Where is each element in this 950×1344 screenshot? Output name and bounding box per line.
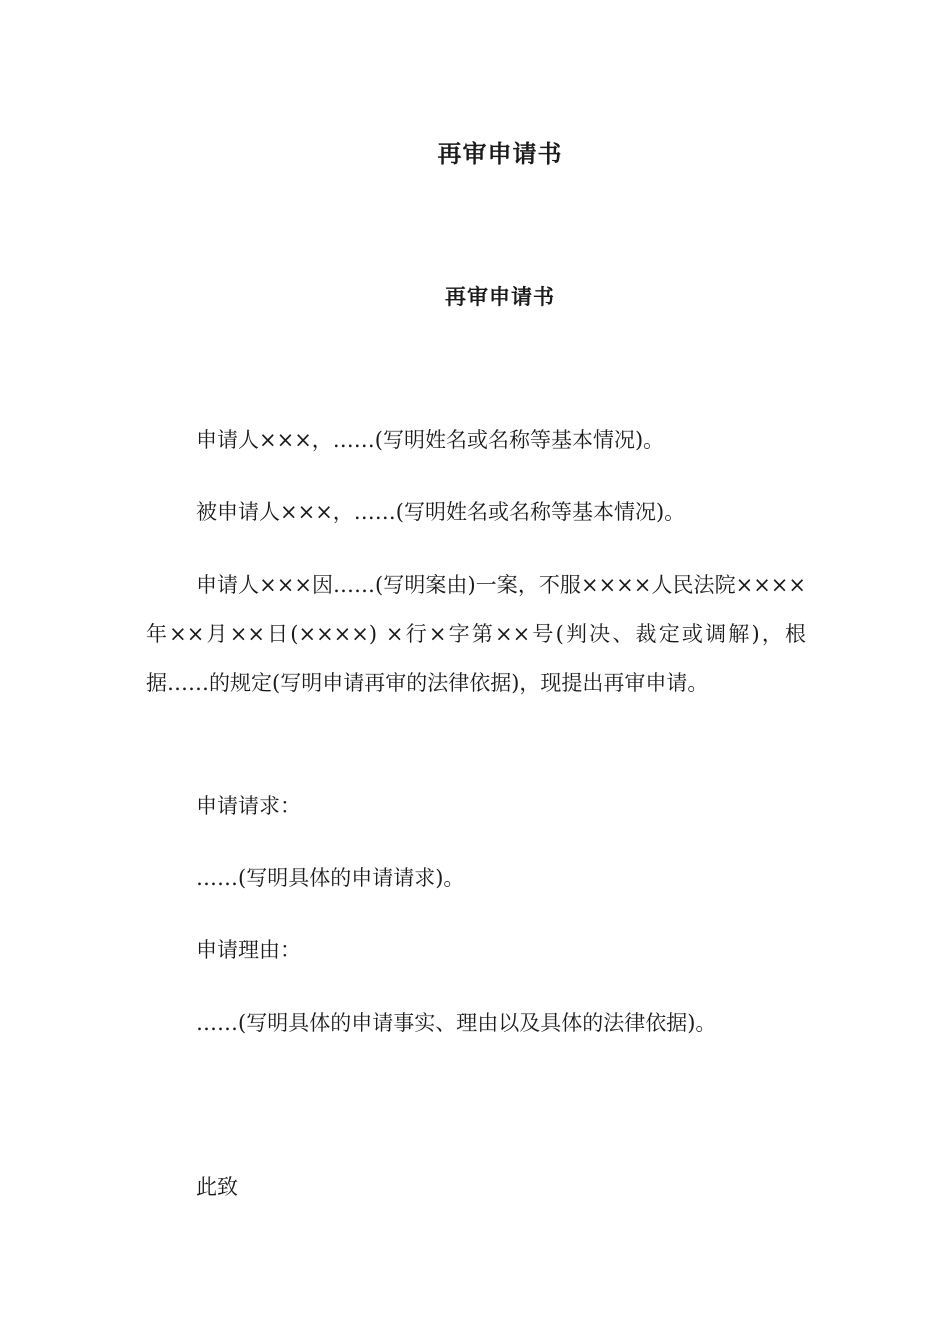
reason-heading: 申请理由： [196, 938, 301, 962]
request-heading: 申请请求： [196, 794, 301, 818]
case-statement-paragraph: 申请人×××因……(写明案由)一案，不服××××人民法院××××年××月××日(××××) ×行×字第××号(判决、裁定或调解)，根据……的规定(写明申请再审的法律依据)，现提出再审申请。 [146, 573, 806, 695]
request-body: ……(写明具体的申请请求)。 [196, 866, 465, 890]
document-title: 再审申请书 [437, 139, 563, 168]
document-subtitle: 再审申请书 [445, 284, 555, 309]
closing-salutation: 此致 [196, 1175, 238, 1199]
applicant-paragraph: 申请人×××，……(写明姓名或名称等基本情况)。 [196, 428, 665, 452]
respondent-paragraph: 被申请人×××，……(写明姓名或名称等基本情况)。 [196, 500, 686, 524]
reason-body: ……(写明具体的申请事实、理由以及具体的法律依据)。 [196, 1011, 717, 1035]
